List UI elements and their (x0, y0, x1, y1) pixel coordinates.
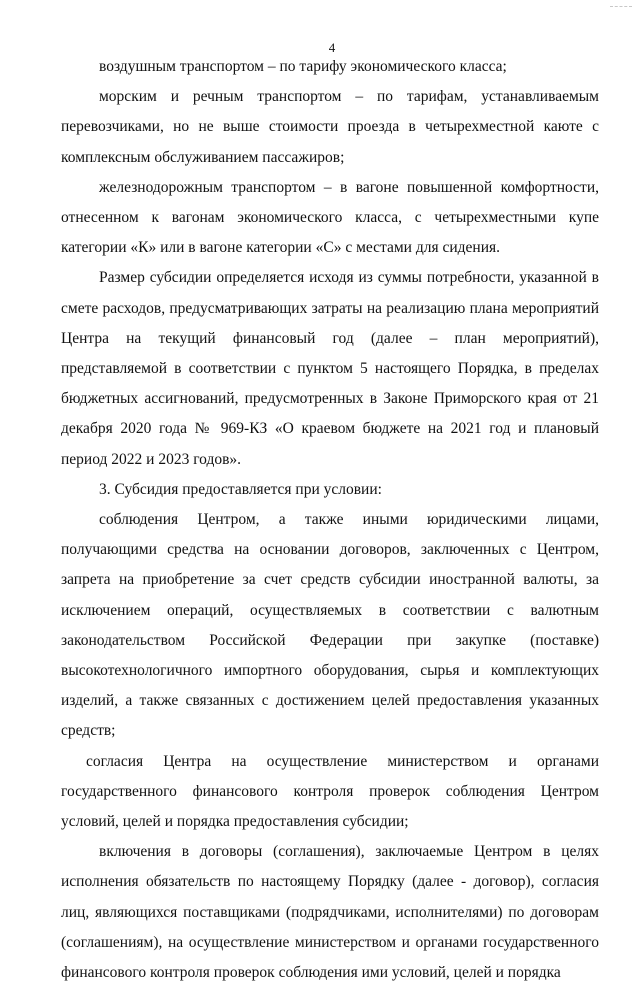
paragraph-rail-transport: железнодорожным транспортом – в вагоне повышенной комфортности, отнесенном к вагонам экономического класса, с четырехместными купе категории «К» или в вагоне категории «С» с местами для сидения. (61, 178, 599, 257)
paragraph-currency-prohibition: соблюдения Центром, а также иными юридическими лицами, получающими средства на основании договоров, заключенных с Центром, запрета на приобретение за счет средств субсидии иностранной валюты, за исключением операций, осуществляемых в соответствии с валютным законодательством Российской Федерации при закупке (поставке) высокотехнологичного импортного оборудования, сырья и комплектующих изделий, а также связанных с достижением целей предоставления указанных средств; (61, 511, 599, 740)
paragraph-consent-to-audit: согласия Центра на осуществление министерством и органами государственного финансового контроля проверок соблюдения Центром условий, целей и порядка предоставления субсидии; (61, 752, 599, 831)
paragraph-subsidy-amount: Размер субсидии определяется исходя из суммы потребности, указанной в смете расходов, предусматривающих затраты на реализацию плана мероприятий Центра на текущий финансовый год (далее – план мероприятий), представляемой в соответствии с пунктом 5 настоящего Порядка, в пределах бюджетных ассигнований, предусмотренных в Законе Приморского края от 21 декабря 2020 года № 969-КЗ «О краевом бюджете на 2021 год и плановый период 2022 и 2023 годов». (61, 269, 599, 468)
paragraph-air-transport: воздушным транспортом – по тарифу экономического класса; (99, 58, 507, 75)
paragraph-sea-river-transport: морским и речным транспортом – по тарифам, устанавливаемым перевозчиками, но не выше стоимости проезда в четырехместной каюте с комплексным обслуживанием пассажиров; (61, 88, 599, 166)
scan-corner-mark (610, 6, 632, 7)
document-body (61, 52, 599, 988)
paragraph-section-3-heading: 3. Субсидия предоставляется при условии: (99, 480, 382, 498)
page-number: 4 (328, 40, 336, 55)
paragraph-contract-inclusion: включения в договоры (соглашения), заключаемые Центром в целях исполнения обязательств по настоящему Порядку (далее - договор), согласия лиц, являющихся поставщиками (подрядчиками, исполнителями) по договорам (соглашениям), на осуществление министерством и органами государственного финансового контроля проверок соблюдения ими условий, целей и порядка (61, 843, 599, 982)
